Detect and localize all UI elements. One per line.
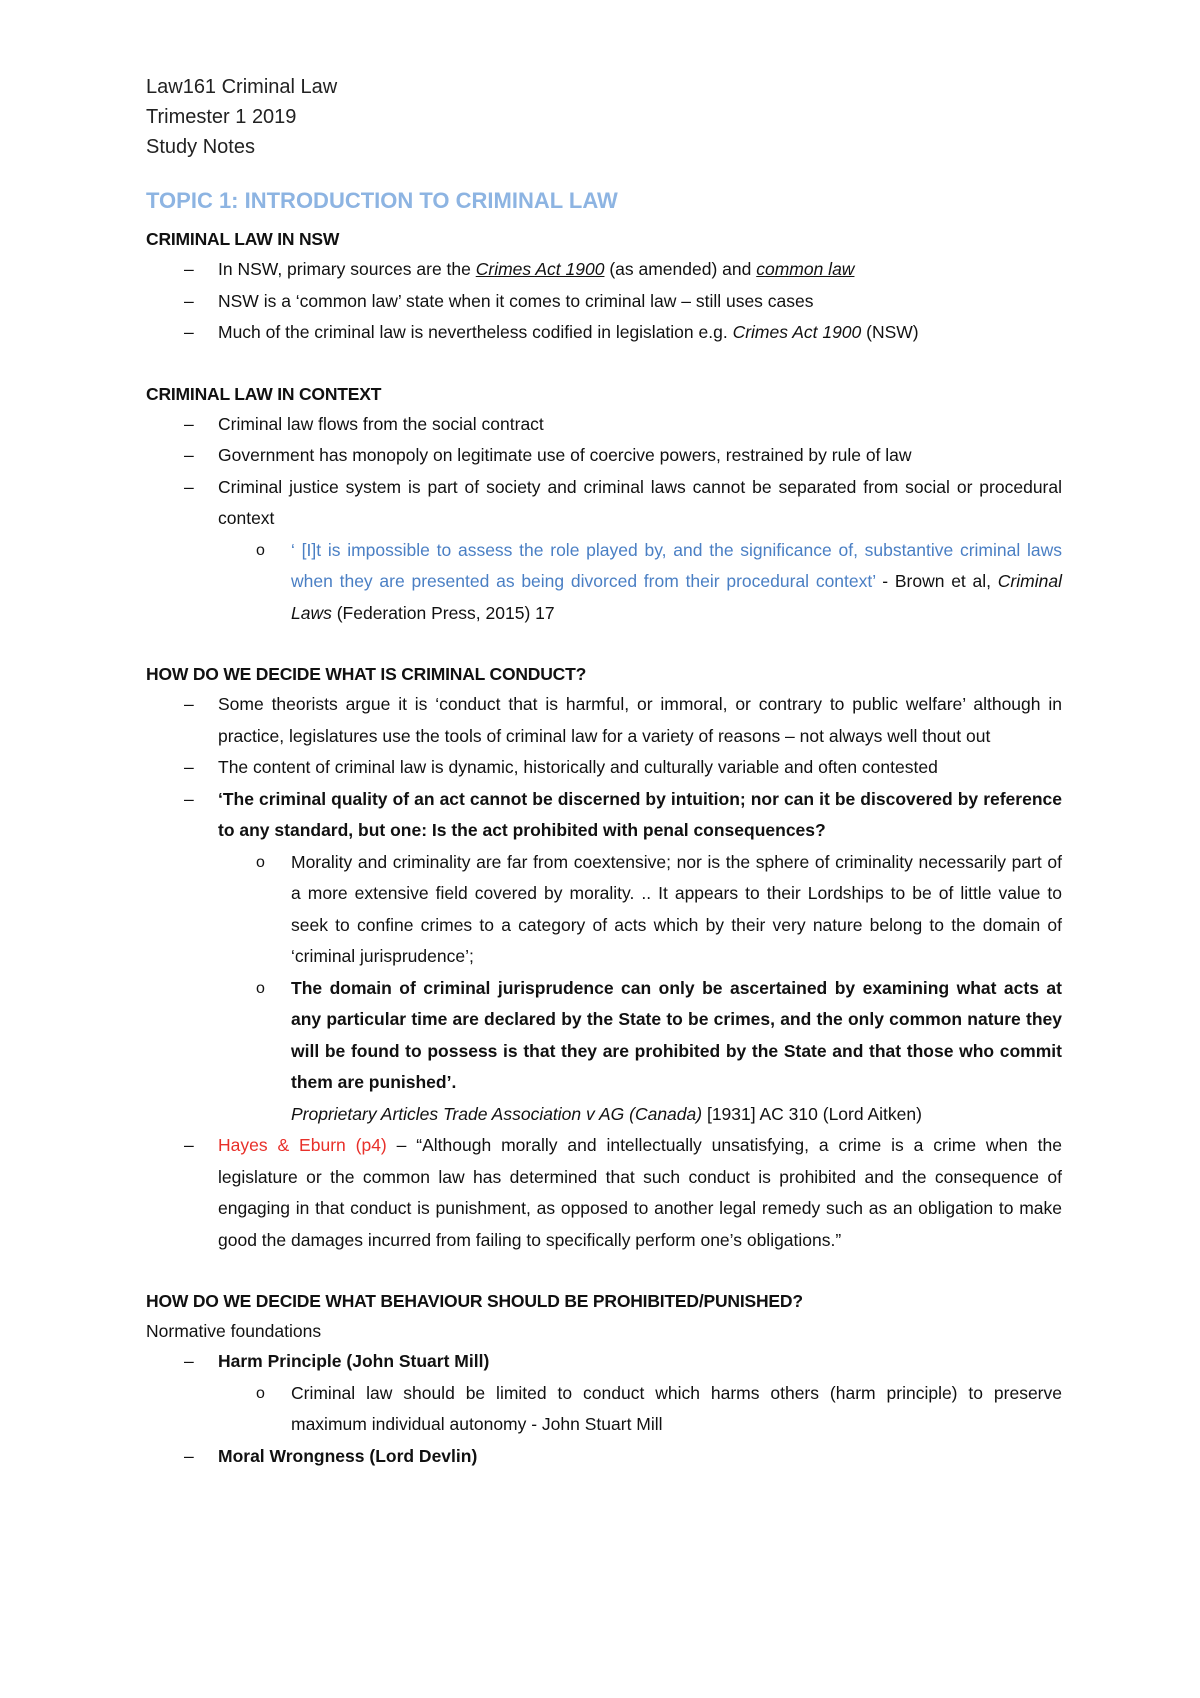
dash-bullet: –	[184, 1135, 194, 1155]
conduct-sublist	[146, 847, 1062, 1131]
harm-sublist	[146, 1378, 1062, 1441]
list-item: – The content of criminal law is dynamic, historically and culturally variable and often contested	[146, 752, 1062, 784]
dash-bullet: –	[184, 1351, 194, 1371]
dash-bullet: –	[184, 476, 194, 497]
course-title: Law161 Criminal Law	[146, 76, 338, 98]
sub-list-item: o The domain of criminal jurisprudence can only be ascertained by examining what acts at any particular time are declared by the State to be crimes, and the only common nature they will be found to possess is that they are prohibited by the State and that those who commit them are punished’. Proprietary Articles Trade Association v AG (Canada) [1931] AC 310 (Lord Aitken)	[146, 973, 1062, 1131]
list-item: – Much of the criminal law is nevertheless codified in legislation e.g. Crimes Act 1900 (NSW)	[146, 317, 1062, 349]
dash-bullet: –	[184, 788, 194, 809]
trimester: Trimester 1 2019	[146, 106, 297, 128]
dash-bullet: –	[184, 290, 194, 311]
crimes-act-ref: Crimes Act 1900	[475, 259, 605, 279]
brown-quote: ‘ [I]t is impossible to assess the role played by, and the significance of, substantive criminal laws when they are presented as being divorced from their procedural context’	[291, 539, 1062, 591]
document-content	[146, 72, 1062, 1472]
list-item: – Some theorists argue it is ‘conduct that is harmful, or immoral, or contrary to public welfare’ although in practice, legislatures use the tools of criminal law for a variety of reasons – not always well thout out	[146, 689, 1062, 752]
list-item: – Criminal justice system is part of society and criminal laws cannot be separated from social or procedural context o ‘ [I]t is impossible to assess the role played by, and the significance of, substantive criminal laws when they are presented as being divorced from their procedural context’ - Brown et al, Criminal Laws (Federation Press, 2015) 17	[146, 472, 1062, 630]
nsw-list	[146, 254, 1062, 349]
list-item: – Criminal law flows from the social contract	[146, 409, 1062, 441]
list-item: – NSW is a ‘common law’ state when it comes to criminal law – still uses cases	[146, 286, 1062, 318]
dash-bullet: –	[184, 413, 194, 434]
list-item: – In NSW, primary sources are the Crimes Act 1900 (as amended) and common law	[146, 254, 1062, 286]
section-heading-prohibited: HOW DO WE DECIDE WHAT BEHAVIOUR SHOULD BE PROHIBITED/PUNISHED?	[146, 1291, 803, 1311]
dash-bullet: –	[184, 1445, 194, 1466]
section-heading-context: CRIMINAL LAW IN CONTEXT	[146, 383, 382, 404]
dash-bullet: –	[184, 445, 194, 465]
dash-bullet: –	[184, 259, 194, 279]
circle-bullet: o	[256, 853, 265, 871]
context-sublist	[146, 535, 1062, 630]
list-item: – Moral Wrongness (Lord Devlin)	[146, 1441, 1062, 1473]
circle-bullet: o	[256, 1384, 265, 1402]
normative-foundations: Normative foundations	[146, 1321, 322, 1341]
sub-list-item: o Criminal law should be limited to conduct which harms others (harm principle) to preserve maximum individual autonomy - John Stuart Mill	[146, 1378, 1062, 1441]
dash-bullet: –	[184, 757, 194, 777]
conduct-list	[146, 689, 1062, 1256]
sub-list-item: o ‘ [I]t is impossible to assess the role played by, and the significance of, substantive criminal laws when they are presented as being divorced from their procedural context’ - Brown et al, Criminal Laws (Federation Press, 2015) 17	[146, 535, 1062, 630]
list-item: – Hayes & Eburn (p4) – “Although morally and intellectually unsatisfying, a crime is a crime when the legislature or the common law has determined that such conduct is prohibited and the consequence of engaging in that conduct is punishment, as opposed to another legal remedy such as an obligation to make good the damages incurred from failing to specifically perform one’s obligations.”	[146, 1130, 1062, 1256]
list-item: – Harm Principle (John Stuart Mill) o Criminal law should be limited to conduct which harms others (harm principle) to preserve maximum individual autonomy - John Stuart Mill	[146, 1346, 1062, 1441]
case-citation: Proprietary Articles Trade Association v AG (Canada) [1931] AC 310 (Lord Aitken)	[291, 1103, 922, 1124]
context-list	[146, 409, 1062, 630]
dash-bullet: –	[184, 322, 194, 342]
sub-list-item: o Morality and criminality are far from coextensive; nor is the sphere of criminality necessarily part of a more extensive field covered by morality. .. It appears to their Lordships to be of little value to seek to confine crimes to a category of acts which by their very nature belong to the domain of ‘criminal jurisprudence’;	[146, 847, 1062, 973]
hayes-eburn-ref: Hayes & Eburn (p4)	[218, 1135, 387, 1155]
circle-bullet: o	[256, 541, 265, 559]
dash-bullet: –	[184, 694, 194, 714]
doc-type: Study Notes	[146, 136, 255, 158]
section-heading-nsw: CRIMINAL LAW IN NSW	[146, 229, 340, 249]
prohibited-list	[146, 1346, 1062, 1472]
circle-bullet: o	[256, 979, 265, 997]
topic-heading: TOPIC 1: INTRODUCTION TO CRIMINAL LAW	[146, 188, 618, 213]
list-item	[146, 784, 1062, 1131]
penal-quote: ‘The criminal quality of an act cannot be discerned by intuition; nor can it be discovered by reference to any standard, but one: Is the act prohibited with penal consequences?	[218, 788, 1062, 840]
list-item: – Government has monopoly on legitimate use of coercive powers, restrained by rule of law	[146, 440, 1062, 472]
common-law-ref: common law	[756, 259, 855, 279]
section-heading-criminal-conduct: HOW DO WE DECIDE WHAT IS CRIMINAL CONDUCT?	[146, 664, 587, 684]
